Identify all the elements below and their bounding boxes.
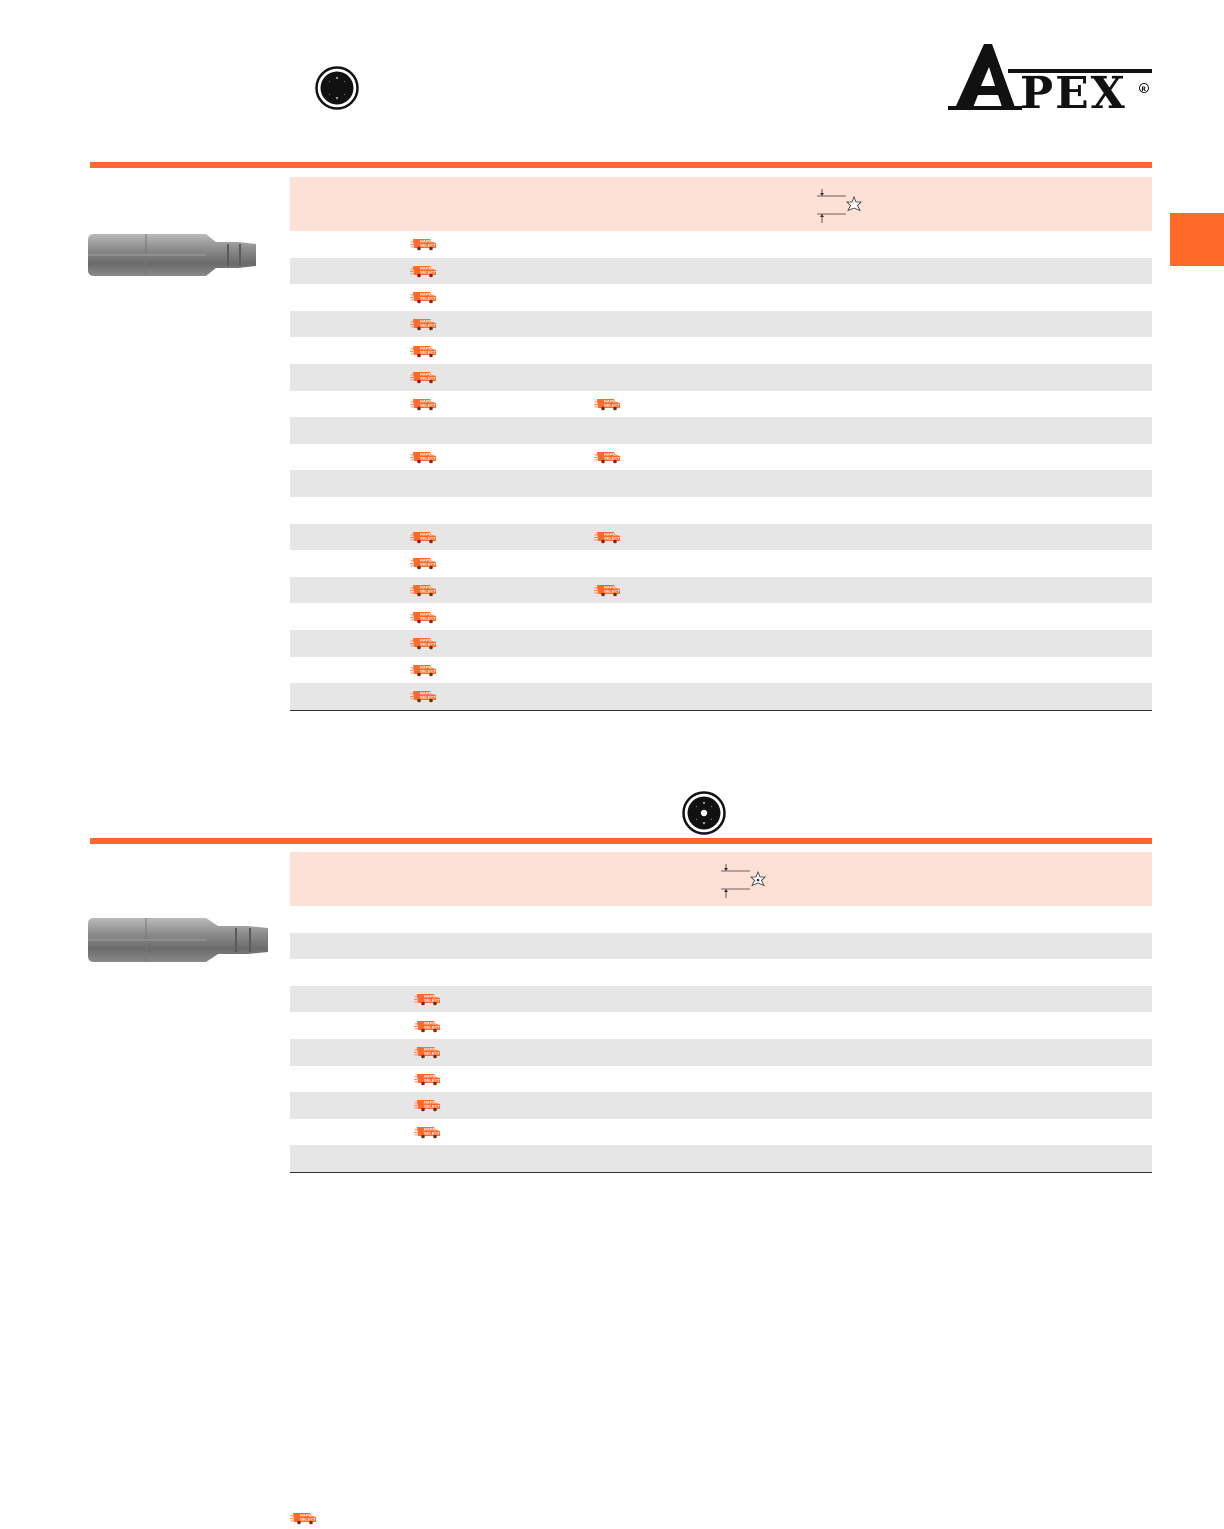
table-row xyxy=(290,1145,1152,1172)
rapid-select-badge-text: RAPID xyxy=(420,318,433,324)
rapid-select-badge-text: RAPID xyxy=(604,398,617,404)
rapid-select-badge-text: SELECT xyxy=(420,615,436,621)
rapid-select-badge-text: RAPID xyxy=(420,637,433,643)
rapid-select-truck-icon xyxy=(410,344,438,358)
rapid-select-badge-text: RAPID xyxy=(424,1020,437,1026)
table-row xyxy=(290,986,1152,1013)
rapid-select-badge-text: SELECT xyxy=(420,295,436,301)
rapid-select-badge-text: SELECT xyxy=(420,349,436,355)
rapid-select-badge-text: RAPID xyxy=(424,1099,437,1105)
rapid-select-badge-text: SELECT xyxy=(420,402,436,408)
rapid-select-badge-text: RAPID xyxy=(424,1073,437,1079)
table-row xyxy=(290,231,1152,258)
rapid-select-truck-icon xyxy=(410,264,438,278)
tamper-resistant-torx-badge-icon xyxy=(682,791,726,835)
rapid-select-badge-text: SELECT xyxy=(420,375,436,381)
rapid-select-badge-text: SELECT xyxy=(420,561,436,567)
rapid-select-badge-text: RAPID xyxy=(420,238,433,244)
section-rule-top xyxy=(90,162,1152,168)
tamper-torx-bits-table xyxy=(290,852,1152,1172)
rapid-select-truck-icon xyxy=(594,530,622,544)
table-row xyxy=(290,577,1152,604)
rapid-select-truck-icon xyxy=(410,583,438,597)
torx-star-badge-icon xyxy=(315,66,359,110)
rapid-select-badge-text: RAPID xyxy=(420,265,433,271)
tamper-torx-bit-photo xyxy=(88,914,270,966)
rapid-select-badge-text: RAPID xyxy=(420,291,433,297)
table-row xyxy=(290,417,1152,444)
table-row xyxy=(290,683,1152,710)
svg-text:R: R xyxy=(1141,85,1147,93)
rapid-select-badge-text: RAPID xyxy=(420,664,433,670)
rapid-select-badge-text: SELECT xyxy=(420,242,436,248)
rapid-select-badge-text: RAPID xyxy=(420,371,433,377)
rapid-select-truck-icon xyxy=(410,530,438,544)
logo-wordmark: PEX xyxy=(1020,68,1127,114)
rapid-select-badge-text: SELECT xyxy=(420,694,436,700)
rapid-select-badge-text: SELECT xyxy=(420,322,436,328)
rapid-select-badge-text: SELECT xyxy=(604,588,620,594)
rapid-select-badge-text: SELECT xyxy=(604,455,620,461)
rapid-select-badge-text: SELECT xyxy=(420,668,436,674)
rapid-select-badge-text: SELECT xyxy=(604,402,620,408)
rapid-select-badge-text: RAPID xyxy=(604,531,617,537)
rapid-select-badge-text: RAPID xyxy=(420,531,433,537)
rapid-select-truck-icon xyxy=(410,397,438,411)
rapid-select-badge-text: RAPID xyxy=(604,584,617,590)
table-row xyxy=(290,470,1152,497)
rapid-select-truck-icon xyxy=(414,1125,442,1139)
rapid-select-badge-text: SELECT xyxy=(604,535,620,541)
section-rule-bottom xyxy=(90,838,1152,844)
torx-bits-table xyxy=(290,177,1152,710)
table-bottom-rule xyxy=(290,710,1152,711)
tamper-torx-tip-dimension-icon xyxy=(718,862,768,900)
rapid-select-badge-text: SELECT xyxy=(424,1130,440,1136)
torx-bit-photo xyxy=(88,230,258,280)
table-row xyxy=(290,630,1152,657)
rapid-select-truck-icon xyxy=(594,397,622,411)
torx-rows xyxy=(290,231,1152,710)
table-row xyxy=(290,1119,1152,1146)
rapid-select-badge-text: SELECT xyxy=(424,1050,440,1056)
rapid-select-truck-icon xyxy=(410,689,438,703)
table-row xyxy=(290,1092,1152,1119)
table-row xyxy=(290,933,1152,960)
rapid-select-badge-text: SELECT xyxy=(424,1103,440,1109)
table-row xyxy=(290,497,1152,524)
rapid-select-truck-icon xyxy=(414,1019,442,1033)
rapid-select-truck-icon xyxy=(410,290,438,304)
rapid-select-truck-icon xyxy=(410,556,438,570)
rapid-select-badge-text: RAPID xyxy=(424,1126,437,1132)
rapid-select-truck-icon xyxy=(414,1098,442,1112)
table-row xyxy=(290,311,1152,338)
rapid-select-truck-icon xyxy=(594,450,622,464)
rapid-select-badge-text: RAPID xyxy=(420,690,433,696)
apex-logo xyxy=(948,42,1152,114)
table-row xyxy=(290,364,1152,391)
rapid-select-badge-text: RAPID xyxy=(420,451,433,457)
rapid-select-truck-icon xyxy=(410,450,438,464)
rapid-select-truck-icon xyxy=(290,1511,318,1525)
rapid-select-badge-text: RAPID xyxy=(420,584,433,590)
table-row xyxy=(290,337,1152,364)
table-bottom-rule xyxy=(290,1172,1152,1173)
rapid-select-badge-text: RAPID xyxy=(424,1046,437,1052)
rapid-select-truck-icon xyxy=(414,1072,442,1086)
rapid-select-badge-text: SELECT xyxy=(420,588,436,594)
rapid-select-truck-icon xyxy=(410,317,438,331)
rapid-select-badge-text: RAPID xyxy=(424,993,437,999)
table-row xyxy=(290,1012,1152,1039)
rapid-select-truck-icon xyxy=(410,610,438,624)
table-row xyxy=(290,284,1152,311)
table-row xyxy=(290,391,1152,418)
table-row xyxy=(290,657,1152,684)
table-row xyxy=(290,524,1152,551)
rapid-select-truck-icon xyxy=(414,992,442,1006)
table-row xyxy=(290,959,1152,986)
section-tab xyxy=(1170,213,1224,266)
rapid-select-badge-text: RAPID xyxy=(420,611,433,617)
rapid-select-badge-text: SELECT xyxy=(424,1077,440,1083)
rapid-select-badge-text: RAPID xyxy=(420,345,433,351)
table-header xyxy=(290,177,1152,231)
table-row xyxy=(290,1039,1152,1066)
rapid-select-badge-text: RAPID xyxy=(300,1512,313,1518)
rapid-select-badge-text: SELECT xyxy=(420,641,436,647)
table-row xyxy=(290,1066,1152,1093)
tamper-torx-rows xyxy=(290,906,1152,1172)
table-row xyxy=(290,550,1152,577)
rapid-select-truck-icon xyxy=(410,237,438,251)
rapid-select-truck-icon xyxy=(594,583,622,597)
rapid-select-badge-text: SELECT xyxy=(424,997,440,1003)
rapid-select-badge-text: SELECT xyxy=(420,455,436,461)
rapid-select-truck-icon xyxy=(410,663,438,677)
rapid-select-badge-text: SELECT xyxy=(424,1024,440,1030)
torx-tip-dimension-icon xyxy=(814,187,864,225)
table-row xyxy=(290,906,1152,933)
rapid-select-truck-icon xyxy=(410,370,438,384)
rapid-select-badge-text: RAPID xyxy=(604,451,617,457)
table-header xyxy=(290,852,1152,906)
rapid-select-badge-text: SELECT xyxy=(420,535,436,541)
rapid-select-badge-text: SELECT xyxy=(420,269,436,275)
table-row xyxy=(290,603,1152,630)
rapid-select-badge-text: RAPID xyxy=(420,398,433,404)
rapid-select-badge-text: SELECT xyxy=(300,1516,316,1522)
rapid-select-truck-icon xyxy=(414,1045,442,1059)
table-row xyxy=(290,258,1152,285)
rapid-select-truck-icon xyxy=(410,636,438,650)
table-row xyxy=(290,444,1152,471)
rapid-select-badge-text: RAPID xyxy=(420,557,433,563)
